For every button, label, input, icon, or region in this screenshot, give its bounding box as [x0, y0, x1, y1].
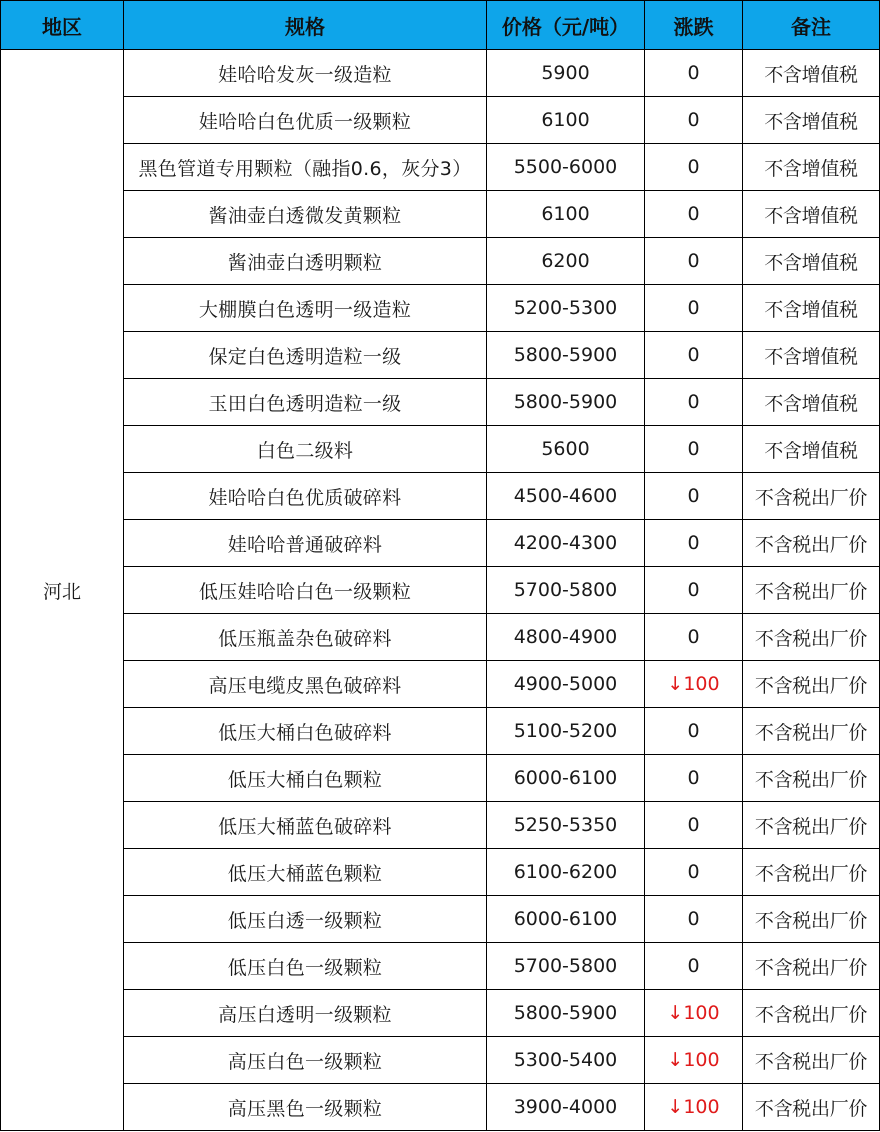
table-row — [1, 943, 880, 990]
note-cell: 不含税出厂价 — [743, 708, 880, 755]
spec-cell: 低压白色一级颗粒 — [124, 943, 487, 990]
header-row — [1, 1, 880, 50]
table-row — [1, 1037, 880, 1084]
spec-cell: 低压瓶盖杂色破碎料 — [124, 614, 487, 661]
change-cell: 0 — [645, 379, 743, 426]
table-row — [1, 896, 880, 943]
change-cell: 0 — [645, 849, 743, 896]
change-cell: 0 — [645, 473, 743, 520]
note-cell: 不含增值税 — [743, 97, 880, 144]
spec-cell: 保定白色透明造粒一级 — [124, 332, 487, 379]
price-cell: 6100 — [487, 191, 645, 238]
price-cell: 6000-6100 — [487, 896, 645, 943]
header-price: 价格（元/吨） — [487, 1, 645, 50]
price-cell: 4500-4600 — [487, 473, 645, 520]
spec-cell: 低压大桶白色破碎料 — [124, 708, 487, 755]
spec-cell: 高压白透明一级颗粒 — [124, 990, 487, 1037]
price-cell: 4800-4900 — [487, 614, 645, 661]
region-cell: 河北 — [1, 50, 124, 1131]
table-row — [1, 50, 880, 97]
table-row — [1, 238, 880, 285]
price-cell: 5900 — [487, 50, 645, 97]
change-cell: ↓100 — [645, 1084, 743, 1131]
spec-cell: 高压电缆皮黑色破碎料 — [124, 661, 487, 708]
note-cell: 不含税出厂价 — [743, 1084, 880, 1131]
table-row — [1, 755, 880, 802]
spec-cell: 低压白透一级颗粒 — [124, 896, 487, 943]
change-cell: 0 — [645, 896, 743, 943]
change-cell: 0 — [645, 614, 743, 661]
note-cell: 不含税出厂价 — [743, 802, 880, 849]
table-row — [1, 661, 880, 708]
price-cell: 6200 — [487, 238, 645, 285]
spec-cell: 娃哈哈发灰一级造粒 — [124, 50, 487, 97]
change-cell: 0 — [645, 332, 743, 379]
change-cell: 0 — [645, 238, 743, 285]
note-cell: 不含增值税 — [743, 426, 880, 473]
spec-cell: 娃哈哈普通破碎料 — [124, 520, 487, 567]
note-cell: 不含增值税 — [743, 191, 880, 238]
change-cell: ↓100 — [645, 661, 743, 708]
table-row — [1, 802, 880, 849]
price-cell: 5800-5900 — [487, 990, 645, 1037]
table-row — [1, 426, 880, 473]
header-note: 备注 — [743, 1, 880, 50]
table-body — [1, 50, 880, 1131]
price-cell: 5500-6000 — [487, 144, 645, 191]
change-cell: 0 — [645, 191, 743, 238]
price-cell: 4900-5000 — [487, 661, 645, 708]
price-cell: 5600 — [487, 426, 645, 473]
change-cell: 0 — [645, 567, 743, 614]
spec-cell: 酱油壶白透微发黄颗粒 — [124, 191, 487, 238]
change-cell: ↓100 — [645, 990, 743, 1037]
change-cell: 0 — [645, 520, 743, 567]
change-cell: 0 — [645, 50, 743, 97]
table-row — [1, 990, 880, 1037]
header-spec: 规格 — [124, 1, 487, 50]
change-cell: 0 — [645, 426, 743, 473]
price-cell: 5250-5350 — [487, 802, 645, 849]
change-cell: ↓100 — [645, 1037, 743, 1084]
spec-cell: 大棚膜白色透明一级造粒 — [124, 285, 487, 332]
note-cell: 不含增值税 — [743, 379, 880, 426]
spec-cell: 低压娃哈哈白色一级颗粒 — [124, 567, 487, 614]
note-cell: 不含税出厂价 — [743, 990, 880, 1037]
note-cell: 不含税出厂价 — [743, 473, 880, 520]
note-cell: 不含增值税 — [743, 285, 880, 332]
table-row — [1, 567, 880, 614]
price-cell: 6000-6100 — [487, 755, 645, 802]
note-cell: 不含增值税 — [743, 332, 880, 379]
note-cell: 不含增值税 — [743, 238, 880, 285]
note-cell: 不含税出厂价 — [743, 896, 880, 943]
table-row — [1, 97, 880, 144]
change-cell: 0 — [645, 97, 743, 144]
spec-cell: 酱油壶白透明颗粒 — [124, 238, 487, 285]
spec-cell: 玉田白色透明造粒一级 — [124, 379, 487, 426]
spec-cell: 低压大桶蓝色破碎料 — [124, 802, 487, 849]
change-cell: 0 — [645, 708, 743, 755]
spec-cell: 黑色管道专用颗粒（融指0.6，灰分3） — [124, 144, 487, 191]
spec-cell: 低压大桶蓝色颗粒 — [124, 849, 487, 896]
price-cell: 5200-5300 — [487, 285, 645, 332]
table-row — [1, 191, 880, 238]
price-cell: 6100-6200 — [487, 849, 645, 896]
note-cell: 不含增值税 — [743, 144, 880, 191]
table-row — [1, 332, 880, 379]
table-row — [1, 708, 880, 755]
price-cell: 5700-5800 — [487, 943, 645, 990]
price-cell: 5300-5400 — [487, 1037, 645, 1084]
spec-cell: 白色二级料 — [124, 426, 487, 473]
spec-cell: 高压黑色一级颗粒 — [124, 1084, 487, 1131]
header-region: 地区 — [1, 1, 124, 50]
note-cell: 不含税出厂价 — [743, 1037, 880, 1084]
change-cell: 0 — [645, 144, 743, 191]
note-cell: 不含税出厂价 — [743, 661, 880, 708]
spec-cell: 低压大桶白色颗粒 — [124, 755, 487, 802]
table-row — [1, 473, 880, 520]
table-row — [1, 1084, 880, 1131]
table-row — [1, 144, 880, 191]
change-cell: 0 — [645, 755, 743, 802]
price-cell: 5800-5900 — [487, 379, 645, 426]
table-row — [1, 849, 880, 896]
table-row — [1, 285, 880, 332]
note-cell: 不含增值税 — [743, 50, 880, 97]
spec-cell: 娃哈哈白色优质破碎料 — [124, 473, 487, 520]
table-row — [1, 614, 880, 661]
change-cell: 0 — [645, 285, 743, 332]
price-cell: 5700-5800 — [487, 567, 645, 614]
note-cell: 不含税出厂价 — [743, 520, 880, 567]
price-cell: 4200-4300 — [487, 520, 645, 567]
table-row — [1, 379, 880, 426]
change-cell: 0 — [645, 802, 743, 849]
note-cell: 不含税出厂价 — [743, 943, 880, 990]
change-cell: 0 — [645, 943, 743, 990]
spec-cell: 高压白色一级颗粒 — [124, 1037, 487, 1084]
price-cell: 3900-4000 — [487, 1084, 645, 1131]
note-cell: 不含税出厂价 — [743, 755, 880, 802]
spec-cell: 娃哈哈白色优质一级颗粒 — [124, 97, 487, 144]
header-change: 涨跌 — [645, 1, 743, 50]
note-cell: 不含税出厂价 — [743, 614, 880, 661]
price-cell: 5800-5900 — [487, 332, 645, 379]
price-cell: 6100 — [487, 97, 645, 144]
price-cell: 5100-5200 — [487, 708, 645, 755]
note-cell: 不含税出厂价 — [743, 849, 880, 896]
table-row — [1, 520, 880, 567]
note-cell: 不含税出厂价 — [743, 567, 880, 614]
